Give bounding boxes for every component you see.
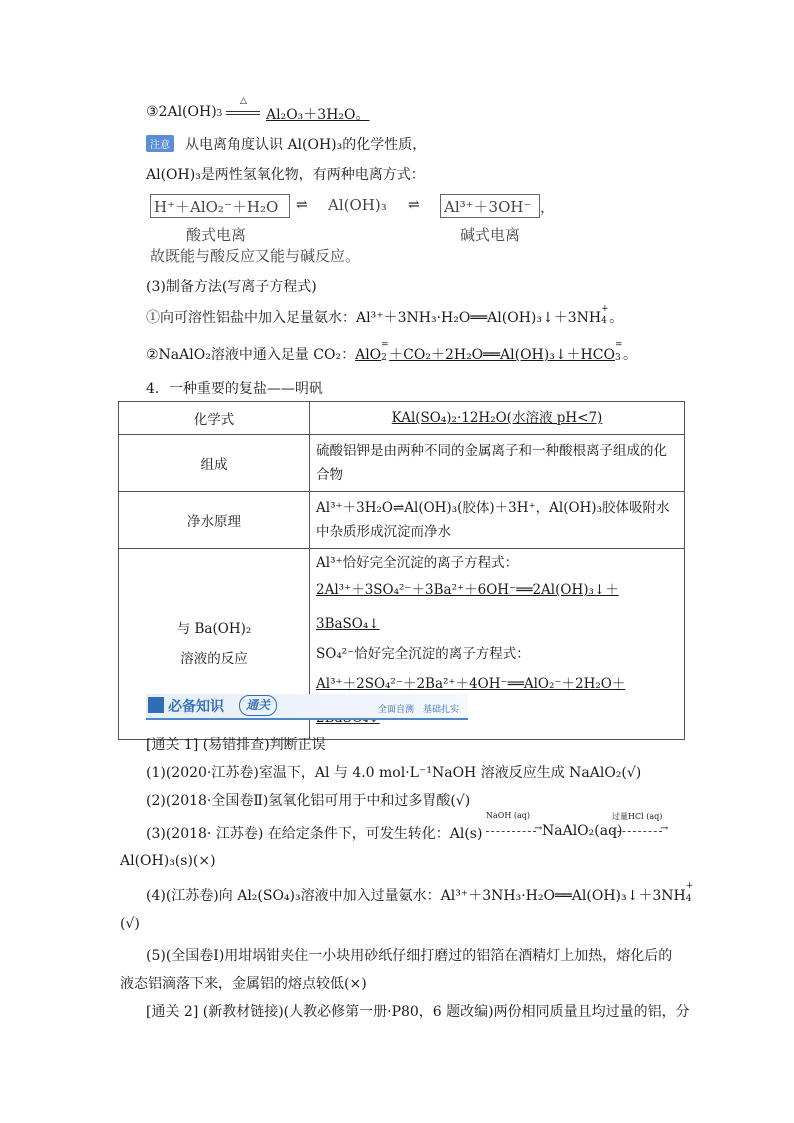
- banner-title: 必备知识: [168, 699, 224, 715]
- base-ionization: Al³⁺＋3OH⁻: [444, 198, 532, 216]
- ionization-comma: ，: [540, 198, 556, 216]
- arrow-right-icon: →: [534, 823, 543, 834]
- heat-symbol: △: [240, 96, 247, 106]
- q3-arrow2-label: 过量HCl (aq): [612, 812, 663, 821]
- q3-arrow1: [486, 831, 536, 832]
- table-cell-reaction-label: 与 Ba(OH)₂ 溶液的反应: [119, 549, 310, 740]
- q3-arrow1-label: NaOH (aq): [486, 811, 530, 820]
- acid-ionization-label: 酸式电离: [186, 226, 247, 244]
- base-ionization-label: 碱式电离: [460, 226, 521, 244]
- aluminum-hydroxide: Al(OH)₃: [328, 196, 387, 214]
- acid-ionization: H⁺＋AlO₂⁻＋H₂O: [154, 198, 279, 216]
- table-row: [119, 435, 685, 492]
- decomposition-equation-left: ③2Al(OH)3: [146, 104, 223, 120]
- section-banner: [146, 694, 468, 720]
- q5-line2: 液态铝滴落下来，金属铝的熔点较低(×): [120, 976, 367, 992]
- ionization-conclusion: 故既能与酸反应又能与碱反应。: [150, 247, 361, 265]
- prep-item2: ②NaAlO₂溶液中通入足量 CO₂：AlO = 2 ＋CO₂＋2H₂O══Al(OH)₃↓＋HCO = 3 。: [146, 340, 637, 363]
- table-cell-composition-label: 组成: [119, 435, 310, 492]
- arrow-right-icon: →: [660, 823, 669, 834]
- table-header-value: KAl(SO₄)₂·12H₂O(水溶液 pH<7): [310, 402, 685, 435]
- table-row: [119, 402, 685, 435]
- q3-arrow2: [612, 831, 662, 832]
- table-header-formula: 化学式: [119, 402, 310, 435]
- table-cell-purification: Al³⁺＋3H₂O⇌Al(OH)₃(胶体)＋3H⁺，Al(OH)₃胶体吸附水中杂质形成沉淀而净水: [310, 492, 685, 549]
- section4-title: 4．一种重要的复盐——明矾: [146, 381, 323, 397]
- q3-start: (3)(2018· 江苏卷) 在给定条件下，可发生转化：Al(s): [146, 826, 483, 842]
- equals-sign: [226, 111, 260, 115]
- note-badge: 注意: [146, 135, 174, 152]
- note-text: 从电离角度认识 Al(OH)₃的化学性质，: [185, 137, 427, 153]
- banner-subtitle: 全面自测 基础扎实: [378, 705, 460, 715]
- note-line2: Al(OH)₃是两性氢氧化物，有两种电离方式：: [146, 167, 425, 183]
- q1-heading: [通关 1] (易错排查)判断正误: [146, 737, 326, 753]
- q4-mark: (√): [120, 916, 140, 932]
- table-cell-reaction: Al³⁺恰好完全沉淀的离子方程式： 2Al³⁺＋3SO₄²⁻＋3Ba²⁺＋6OH⁻══2Al(OH)₃↓＋3BaSO₄↓ SO₄²⁻恰好完全沉淀的离子方程式： Al³⁺＋2SO₄²⁻＋2Ba²⁺＋4OH⁻══AlO₂⁻＋2H₂O＋: [310, 549, 685, 740]
- q2: (2)(2018·全国卷Ⅱ)氢氧化铝可用于中和过多胃酸(√): [146, 793, 471, 809]
- prep-heading: (3)制备方法(写离子方程式): [146, 279, 317, 295]
- q1: (1)(2020·江苏卷)室温下，Al 与 4.0 mol·L⁻¹NaOH 溶液反应生成 NaAlO₂(√): [146, 765, 642, 781]
- book-icon: [148, 697, 164, 713]
- table-cell-purification-label: 净水原理: [119, 492, 310, 549]
- q3-end: Al(OH)₃(s)(×): [120, 853, 216, 869]
- q5-line1: (5)(全国卷Ⅰ)用坩埚钳夹住一小块用砂纸仔细打磨过的铝箔在酒精灯上加热，熔化后的: [146, 948, 673, 964]
- equilibrium-arrow-left-icon: ⇌: [296, 197, 308, 213]
- table-cell-composition: 硫酸铝钾是由两种不同的金属离子和一种酸根离子组成的化合物: [310, 435, 685, 492]
- table-row: [119, 492, 685, 549]
- decomposition-products: Al₂O₃＋3H₂O。: [266, 107, 370, 123]
- q3-mid: NaAlO₂(aq): [542, 823, 623, 839]
- equilibrium-arrow-right-icon: ⇌: [408, 197, 420, 213]
- q4: (4)(江苏卷)向 Al₂(SO₄)₃溶液中加入过量氨水：Al³⁺＋3NH₃·H₂O══Al(OH)₃↓＋3NH + 4: [146, 881, 694, 904]
- q6: [通关 2] (新教材链接)(人教必修第一册·P80，6 题改编)两份相同质量且均过量的铝，分: [146, 1004, 690, 1020]
- alum-table: [118, 401, 685, 740]
- banner-oval: 通关: [239, 695, 277, 716]
- prep-item1: ①向可溶性铝盐中加入足量氨水：Al³⁺＋3NH₃·H₂O══Al(OH)₃↓＋3NH + 4 。: [146, 304, 624, 326]
